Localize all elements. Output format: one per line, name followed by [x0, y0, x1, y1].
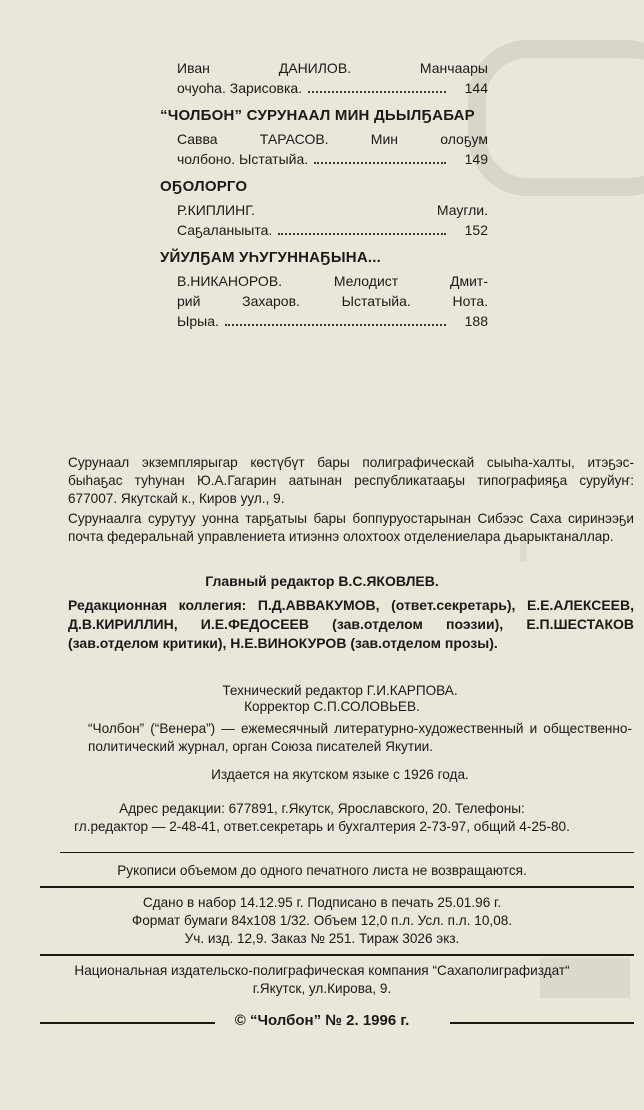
notice-paragraph: Сурунаалга сурутуу уонна тарҕатыы бары боппуруостарынан Сибээс Саха сиринээҕи почта федеральнай управлениета итиэннэ олохтоох отделениелара дьарыктаналлар.	[68, 511, 634, 544]
toc-section-heading: УЙУЛҔАМ УҺУГУННАҔЫНА...	[160, 249, 381, 266]
toc-entry	[160, 271, 488, 331]
divider	[60, 852, 634, 853]
technical-editor: Технический редактор Г.И.КАРПОВА.	[222, 683, 458, 698]
chief-editor: Главный редактор В.С.ЯКОВЛЕВ.	[205, 573, 439, 589]
toc-entry-last-line	[177, 78, 488, 98]
toc-page-number: 152	[464, 222, 488, 238]
print-info: Сдано в набор 14.12.95 г. Подписано в печать 25.01.96 г.	[142, 895, 502, 910]
print-info: Уч. изд. 12,9. Заказ № 251. Тираж 3026 экз.	[184, 931, 460, 946]
toc-page-number: 144	[464, 80, 488, 96]
divider	[450, 1022, 634, 1024]
toc-entry-text: чолбоно. Ыстатыйа.	[177, 151, 309, 167]
address-line: Адрес редакции: 677891, г.Якутск, Ярославского, 20. Телефоны:	[119, 801, 525, 816]
manuscripts-note: Рукописи объемом до одного печатного листа не возвращаются.	[117, 863, 527, 878]
toc-entry-text: В.НИКАНОРОВ. Мелодист Дмит-	[177, 273, 488, 289]
show-through-mark	[468, 40, 644, 196]
about-journal: “Чолбон” (“Венера”) — ежемесячный литературно-художественный и общественно-политический журнал, орган Союза писателей Якутии.	[88, 721, 632, 754]
toc-entry-last-line	[177, 220, 488, 240]
toc-entry-text: Саҕаланыыта.	[177, 222, 273, 238]
toc-entry-text: Ырыа.	[177, 313, 219, 329]
toc-entry	[160, 129, 488, 169]
toc-entry-text: Р.КИПЛИНГ. Маугли.	[177, 202, 488, 218]
toc-page-number: 149	[464, 151, 488, 167]
notice-paragraph: Сурунаал экземплярыгар көстүбүт бары полиграфическай сыыһа-халты, итэҕэс-быһаҕас туһунан Ю.А.Гагарин аатынан республикатааҕы типографияҕа суруйуҥ: 677007. Якутскай к., Киров уул., 9.	[68, 455, 634, 506]
toc-dot-leader	[278, 233, 446, 235]
show-through-mark: ▌	[520, 540, 533, 560]
toc-entry-text: очуоһа. Зарисовка.	[177, 80, 303, 96]
toc-entry-text: рий Захаров. Ыстатыйа. Нота.	[177, 293, 488, 309]
toc-entry	[160, 58, 488, 98]
print-info: Формат бумаги 84х108 1/32. Объем 12,0 п.л. Усл. п.л. 10,08.	[131, 913, 513, 928]
table-of-contents	[160, 58, 488, 335]
toc-section-heading: ОҔОЛОРГО	[160, 178, 248, 195]
publisher-address: г.Якутск, ул.Кирова, 9.	[252, 981, 392, 996]
editorial-board: Редакционная коллегия: П.Д.АВВАКУМОВ, (ответ.секретарь), Е.Е.АЛЕКСЕЕВ, Д.В.КИРИЛЛИН, И.Е.ФЕДОСЕЕВ (зав.отделом поэзии), Е.П.ШЕСТАКОВ (зав.отделом критики), Н.Е.ВИНОКУРОВ (зав.отделом прозы).	[68, 597, 634, 651]
toc-entry-last-line	[177, 311, 488, 331]
toc-dot-leader	[308, 91, 446, 93]
toc-entry-text: Иван ДАНИЛОВ. Манчаары	[177, 60, 488, 76]
toc-entry-text: Савва ТАРАСОВ. Мин олоҕум	[177, 131, 488, 147]
divider	[40, 954, 634, 956]
toc-dot-leader	[225, 324, 446, 326]
toc-entry-last-line	[177, 149, 488, 169]
toc-section-heading: “ЧОЛБОН” СУРУНААЛ МИН ДЬЫЛҔАБАР	[160, 107, 475, 124]
corrector: Корректор С.П.СОЛОВЬЕВ.	[244, 699, 420, 714]
publisher-name: Национальная издательско-полиграфическая компания “Сахаполиграфиздат“	[74, 963, 570, 978]
language-since: Издается на якутском языке с 1926 года.	[211, 767, 469, 782]
toc-entry	[160, 200, 488, 240]
copyright: © “Чолбон” № 2. 1996 г.	[234, 1012, 410, 1029]
divider	[40, 886, 634, 888]
phones-line: гл.редактор — 2-48-41, ответ.секретарь и бухгалтерия 2-73-97, общий 4-25-80.	[74, 819, 570, 834]
toc-dot-leader	[314, 162, 446, 164]
toc-page-number: 188	[464, 313, 488, 329]
